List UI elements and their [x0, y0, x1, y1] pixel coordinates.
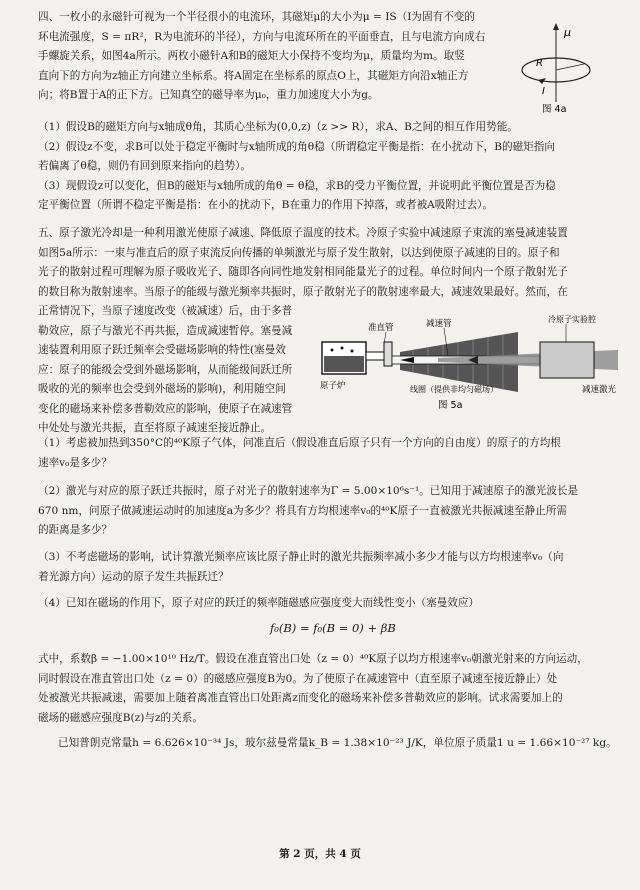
constants-text: 已知普朗克常量h = 6.626×10⁻³⁴ Js，玻尔兹曼常量k_B = 1.38×10⁻²³ J/K，单位原子质量1 u = 1.66×10⁻²⁷ kg。 [58, 737, 617, 749]
text-line: 速装置利用原子跃迁频率会受磁场影响的特性(塞曼效 [38, 344, 286, 356]
text-line: 光子的散射过程可理解为原子吸收光子、随即各向同性地发射相同能量光子的过程。单位时间内一个原子散射光子 [38, 266, 568, 278]
oven-fill [324, 356, 364, 372]
cold-chamber-label-text: 冷原子实验腔 [548, 315, 596, 324]
question-4-3-line: 定平衡位置（所谓不稳定平衡是指：在小的扰动下，B在重力的作用下掉落，或者被A吸附过去）。 [38, 199, 494, 211]
text-line: 如图5a所示：一束与准直后的原子束流反向传播的单频激光与原子发生散射，以达到使原子减速的目的。原子和 [38, 246, 560, 259]
collimator-block [384, 342, 392, 366]
figure-4a-caption: 图 4a [542, 104, 567, 115]
atom-dot [331, 349, 334, 352]
text-line: 变化的磁场来补偿多普勒效应的影响，使原子在减速管 [38, 402, 293, 415]
text-line: 直向下的方向为z轴正方向建立坐标系。将A固定在坐标系的原点O上，其磁矩方向沿x轴正方 [38, 69, 469, 82]
question-5-4-line: 磁场的磁感应强度B(z)与z的关系。 [38, 711, 203, 724]
oven-label: 原子炉 [320, 381, 346, 391]
section4-questions [38, 118, 628, 216]
question-5-2-line: （2）激光与对应的原子跃迁共振时，原子对光子的散射速率为Γ = 5.00×10⁶s⁻¹。已知用于减速原子的激光波长是 [38, 485, 579, 497]
cold-atom-chamber [540, 342, 594, 378]
text-line: 手螺旋关系，如图4a所示。两枚小磁针A和B的磁矩大小保持不变均为μ，质量均为m。取竖 [38, 50, 465, 62]
radius-line [556, 64, 584, 70]
laser-label: 减速激光 [582, 385, 617, 395]
question-5-1-line: 速率v₀是多少？ [38, 456, 112, 469]
section5-intro [38, 224, 628, 302]
question-5-1-line: （1）考虑被加热到350°C的⁴⁰K原子气体，问准直后（假设准直后原子只有一个方向的自由度）的原子的方均根 [38, 437, 561, 449]
atom-dot [341, 347, 344, 350]
question-5-2-line: 的距离是多少？ [38, 524, 113, 536]
page-footer: 第 2 页，共 4 页 [279, 848, 361, 860]
question-5-4-intro: （4）已知在磁场的作用下，原子对应的跃迁的频率随磁感应强度变大而线性变小（塞曼效应） [38, 597, 480, 609]
text-line: 正常情况下，当原子速度改变（被减速）后，由于多普 [38, 305, 293, 317]
section5-question-4 [38, 594, 628, 614]
question-4-1: （1）假设B的磁矩方向与x轴成θ角，其质心坐标为(0,0,z)（z >> R），求A、B之间的相互作用势能。 [38, 121, 518, 133]
section5-question-4-text [38, 650, 628, 728]
cold-chamber-label [548, 314, 596, 324]
figure-5a [318, 312, 624, 412]
mu-arrow-icon [553, 23, 559, 30]
text-line: 吸收的光的频率也会受到外磁场的影响)，利用随空间 [38, 383, 286, 395]
figure-5a-caption: 图 5a [438, 400, 463, 411]
question-5-4-line: 式中，系数β = −1.00×10¹⁰ Hz/T。假设在准直管出口处（z = 0）⁴⁰K原子以均方根速率v₀朝激光射来的方向运动， [38, 653, 588, 665]
question-4-2-line: 若偏离了θ稳，则仍有回到原来指向的趋势）。 [38, 160, 251, 172]
figure-4a [508, 20, 608, 116]
text-line: 向；将B置于A的正下方。已知真空的磁导率为μ₀，重力加速度大小为g。 [38, 89, 379, 101]
text-line: 中处处与激光共振，直至将原子减速至接近静止。 [38, 422, 272, 434]
text-line: 的数目称为散射速率。当原子的能级与激光频率共振时，原子散射光子的散射速率最大，减速效果最好。然而，在 [38, 285, 568, 298]
text-line: 四、一枚小的永磁针可视为一个半径很小的电流环，其磁矩μ的大小为μ = IS（I为固有不变的 [38, 11, 475, 23]
collimator-label: 准直管 [368, 323, 394, 333]
i-label: I [542, 86, 545, 97]
section5-questions-b [38, 482, 628, 541]
atom-dot [351, 350, 354, 353]
section5-questions-a [38, 434, 628, 473]
question-5-4-line: 处被激光共振减速，需要加上随着离准直管出口处距离z而变化的磁场来补偿多普勒效应的影响。试求需要加上的 [38, 692, 563, 704]
question-4-2-line: （2）假设z不变，求B可以处于稳定平衡时与x轴所成的角θ稳（所谓稳定平衡是指：在小扰动下，B的磁矩指向 [38, 140, 555, 153]
text-line: 五、原子激光冷却是一种利用激光使原子减速、降低原子温度的技术。冷原子实验中减速原子束流的塞曼减速装置 [38, 227, 568, 239]
mu-label: μ [564, 26, 571, 39]
question-4-3-line: （3）现假设z可以变化，但B的磁矩与x轴所成的角θ = θ稳，求B的受力平衡位置，并说明此平衡位置是否为稳 [38, 179, 556, 192]
section4-intro [38, 8, 508, 106]
section5-intro-narrow [38, 302, 318, 439]
section5-questions-c [38, 548, 628, 587]
r-label: R [536, 58, 543, 69]
text-line: 应：原子的能级会受到外磁场影响，从而能级间跃迁所 [38, 363, 293, 376]
question-5-4-line: 同时假设在准直管出口处（z = 0）的磁感应强度B为0。为了使原子在减速管中（直至原子减速至接近静止）处 [38, 672, 558, 685]
text-line: 环电流强度，S = πR²，R为电流环的半径），方向与电流环所在的平面垂直，且与电流方向成右 [38, 30, 486, 43]
question-5-3-line: 着光源方向）运动的原子发生共振跃迁？ [38, 570, 229, 583]
constants-line [58, 734, 628, 754]
question-5-3-line: （3）不考虑磁场的影响，试计算激光频率应该比原子静止时的激光共振频率减小多少才能与以方均根速率v₀（向 [38, 551, 564, 563]
coil-label: 线圈（提供非均匀磁场） [410, 385, 498, 394]
question-5-2-line: 670 nm，问原子做减速运动时的加速度a为多少？将具有方均根速率v₀的⁴⁰K原子一直被激光共振减速至静止所需 [38, 504, 567, 517]
slower-label: 减速管 [426, 319, 452, 329]
text-line: 勒效应，原子与激光不再共振，造成减速暂停。塞曼减 [38, 324, 293, 337]
zeeman-formula: f₀(B) = f₀(B = 0) + βB [270, 621, 396, 635]
